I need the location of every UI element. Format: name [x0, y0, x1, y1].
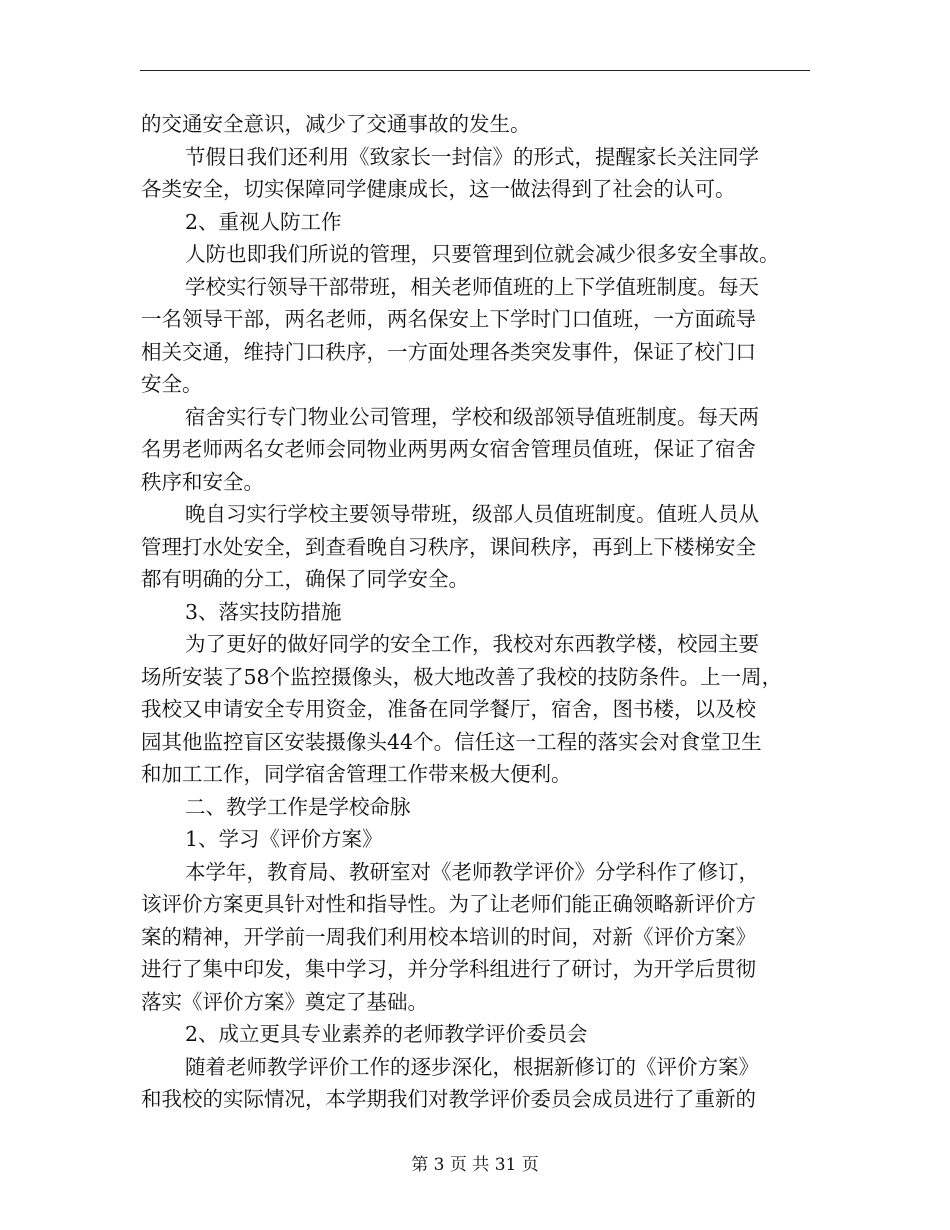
- document-body: [141, 108, 813, 1116]
- text-line: 和加工工作，同学宿舍管理工作带来极大便利。: [141, 762, 572, 786]
- text-line: 随着老师教学评价工作的逐步深化，根据新修订的《评价方案》: [185, 1054, 759, 1079]
- text-line: 为了更好的做好同学的安全工作，我校对东西教学楼，校园主要: [185, 632, 759, 656]
- text-line: 和我校的实际情况，本学期我们对教学评价委员会成员进行了重新的: [141, 1087, 756, 1111]
- text-line: 节假日我们还利用《致家长一封信》的形式，提醒家长关注同学: [185, 144, 759, 169]
- text-line: 秩序和安全。: [141, 469, 264, 494]
- text-line: 安全。: [141, 372, 203, 396]
- text-line: 宿舍实行专门物业公司管理，学校和级部领导值班制度。每天两: [185, 404, 759, 429]
- text-line: 本学年，教育局、教研室对《老师教学评价》分学科作了修订，: [185, 859, 759, 884]
- text-line: 人防也即我们所说的管理，只要管理到位就会减少很多安全事故。: [185, 242, 780, 266]
- text-line: 都有明确的分工，确保了同学安全。: [141, 567, 469, 591]
- text-line: 该评价方案更具针对性和指导性。为了让老师们能正确领略新评价方: [141, 892, 756, 916]
- text-line: 园其他监控盲区安装摄像头44个。信任这一工程的落实会对食堂卫生: [141, 729, 762, 754]
- text-line: 2、成立更具专业素养的老师教学评价委员会: [185, 1022, 588, 1046]
- text-line: 3、落实技防措施: [185, 599, 342, 624]
- text-line: 名男老师两名女老师会同物业两男两女宿舍管理员值班，保证了宿舍: [141, 437, 756, 461]
- page-number-footer: 第 3 页 共 31 页: [411, 1155, 539, 1175]
- text-line: 管理打水处安全，到查看晚自习秩序，课间秩序，再到上下楼梯安全: [141, 534, 756, 559]
- text-line: 学校实行领导干部带班，相关老师值班的上下学值班制度。每天: [185, 274, 759, 299]
- text-line: 的交通安全意识，减少了交通事故的发生。: [141, 112, 531, 136]
- text-line: 一名领导干部，两名老师，两名保安上下学时门口值班，一方面疏导: [141, 307, 756, 331]
- text-line: 场所安装了58个监控摄像头，极大地改善了我校的技防条件。上一周，: [141, 664, 783, 689]
- text-line: 2、重视人防工作: [185, 209, 342, 234]
- text-line: 相关交通，维持门口秩序，一方面处理各类突发事件，保证了校门口: [141, 339, 756, 364]
- text-line: 落实《评价方案》奠定了基础。: [141, 989, 428, 1014]
- text-line: 1、学习《评价方案》: [185, 827, 383, 851]
- text-line: 进行了集中印发，集中学习，并分学科组进行了研讨，为开学后贯彻: [141, 957, 756, 981]
- text-line: 案的精神，开学前一周我们利用校本培训的时间，对新《评价方案》: [141, 924, 756, 949]
- text-line: 晚自习实行学校主要领导带班，级部人员值班制度。值班人员从: [185, 502, 759, 526]
- text-line: 各类安全，切实保障同学健康成长，这一做法得到了社会的认可。: [141, 177, 736, 201]
- header-rule: [140, 70, 810, 71]
- text-line: 我校又申请安全专用资金，准备在同学餐厅，宿舍，图书楼，以及校: [141, 697, 756, 721]
- text-line: 二、教学工作是学校命脉: [185, 794, 411, 819]
